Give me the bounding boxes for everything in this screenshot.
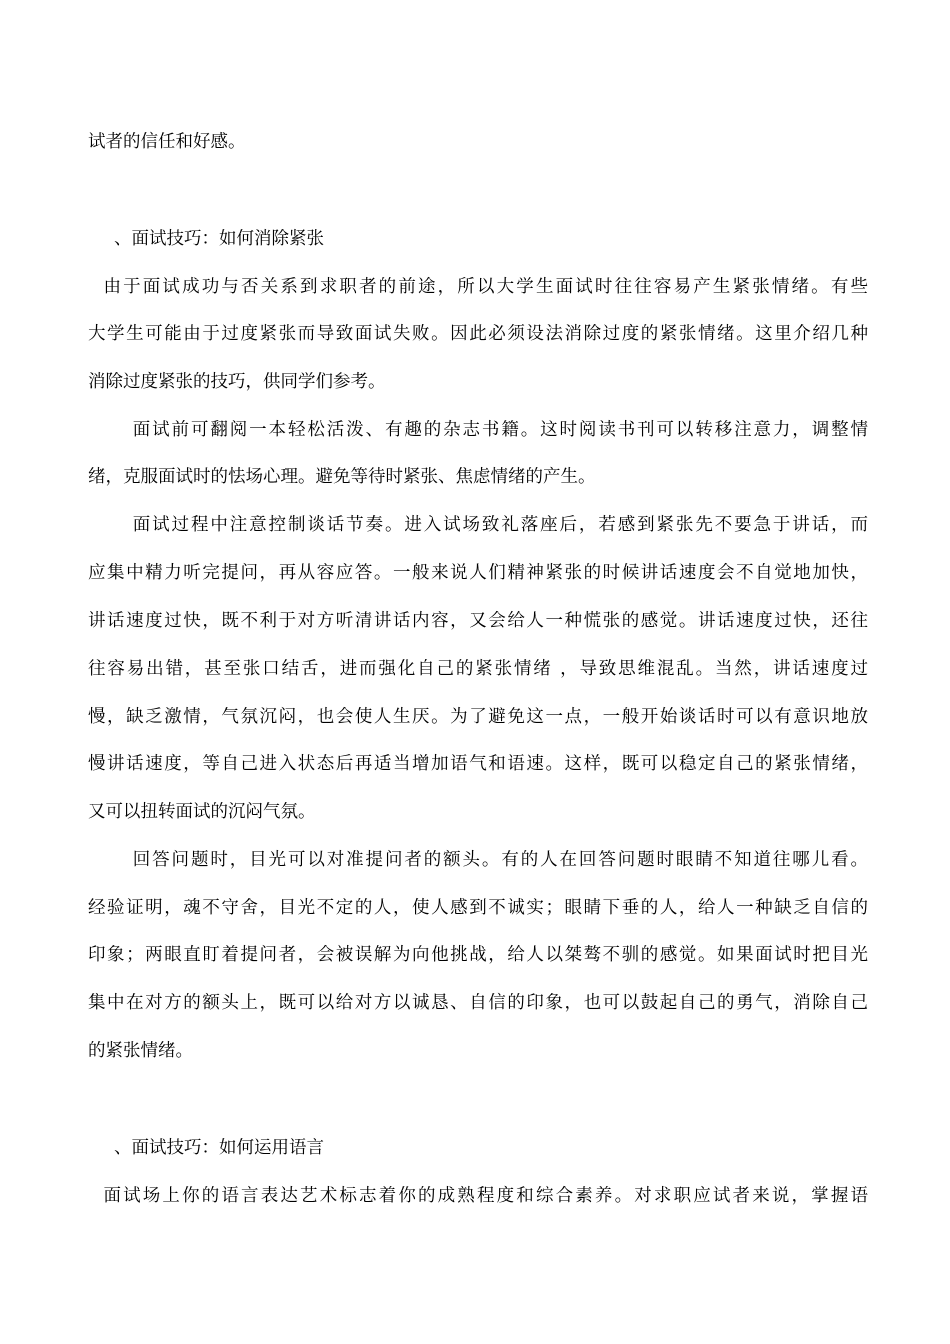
paragraph-line: 应集中精力听完提问，再从容应答。一般来说人们精神紧张的时候讲话速度会不自觉地加快， xyxy=(88,563,868,583)
paragraph-line: 印象；两眼直盯着提问者，会被误解为向他挑战，给人以桀骜不驯的感觉。如果面试时把目光 xyxy=(88,945,868,965)
paragraph-line: 慢讲话速度，等自己进入状态后再适当增加语气和语速。这样，既可以稳定自己的紧张情绪， xyxy=(88,754,868,774)
section-heading: 、面试技巧：如何消除紧张 xyxy=(114,229,324,249)
paragraph-line: 由于面试成功与否关系到求职者的前途，所以大学生面试时往往容易产生紧张情绪。有些 xyxy=(88,277,868,297)
paragraph-line: 经验证明，魂不守舍，目光不定的人，使人感到不诚实；眼睛下垂的人，给人一种缺乏自信的 xyxy=(88,898,868,918)
section-heading: 、面试技巧：如何运用语言 xyxy=(114,1138,324,1158)
paragraph-line: 又可以扭转面试的沉闷气氛。 xyxy=(88,802,316,822)
paragraph-line: 消除过度紧张的技巧，供同学们参考。 xyxy=(88,372,386,392)
paragraph-line: 面试过程中注意控制谈话节奏。进入试场致礼落座后，若感到紧张先不要急于讲话，而 xyxy=(88,515,868,535)
paragraph-line: 集中在对方的额头上，既可以给对方以诚恳、自信的印象，也可以鼓起自己的勇气，消除自己 xyxy=(88,993,868,1013)
paragraph-line: 慢，缺乏激情，气氛沉闷，也会使人生厌。为了避免这一点，一般开始谈话时可以有意识地放 xyxy=(88,707,868,727)
paragraph-line: 面试前可翻阅一本轻松活泼、有趣的杂志书籍。这时阅读书刊可以转移注意力，调整情 xyxy=(88,420,868,440)
paragraph-line: 试者的信任和好感。 xyxy=(88,132,246,152)
paragraph-line: 大学生可能由于过度紧张而导致面试失败。因此必须设法消除过度的紧张情绪。这里介绍几种 xyxy=(88,324,868,344)
paragraph-line: 面试场上你的语言表达艺术标志着你的成熟程度和综合素养。对求职应试者来说，掌握语 xyxy=(88,1186,868,1206)
paragraph-line: 讲话速度过快，既不利于对方听清讲话内容，又会给人一种慌张的感觉。讲话速度过快，还往 xyxy=(88,611,868,631)
paragraph-line: 回答问题时，目光可以对准提问者的额头。有的人在回答问题时眼睛不知道往哪儿看。 xyxy=(88,850,868,870)
paragraph-line: 的紧张情绪。 xyxy=(88,1041,193,1061)
paragraph-line: 绪，克服面试时的怯场心理。避免等待时紧张、焦虑情绪的产生。 xyxy=(88,467,596,487)
paragraph-line: 往容易出错，甚至张口结舌，进而强化自己的紧张情绪 ，导致思维混乱。当然，讲话速度过 xyxy=(88,659,868,679)
